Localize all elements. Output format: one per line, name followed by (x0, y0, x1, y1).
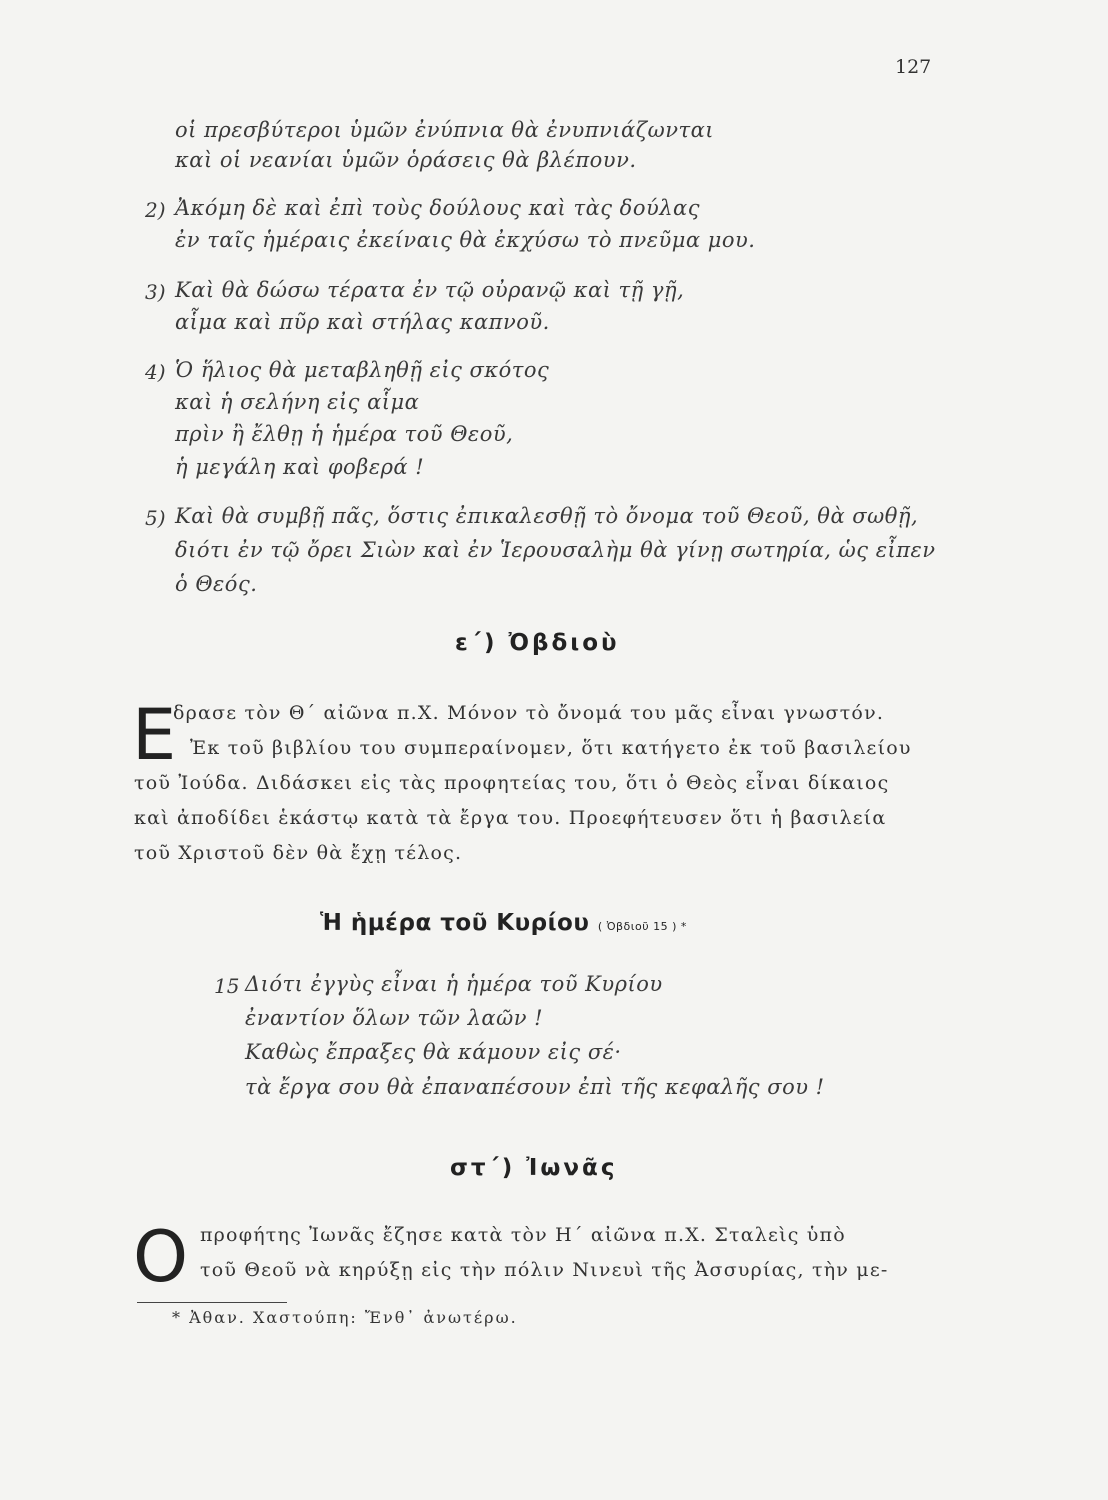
poem-line: οἱ πρεσβύτεροι ὑμῶν ἐνύπνια θὰ ἐνυπνιάζωνται (175, 118, 715, 142)
poem-line: Ὁ ἥλιος θὰ μεταβληθῇ εἰς σκότος (175, 358, 550, 382)
prose-line: προφήτης Ἰωνᾶς ἔζησε κατὰ τὸν Η΄ αἰῶνα π.Χ. Σταλεὶς ὑπὸ (200, 1224, 846, 1246)
prose-line: τοῦ Ἰούδα. Διδάσκει εἰς τὰς προφητείας του, ὅτι ὁ Θεὸς εἶναι δίκαιος (134, 772, 890, 794)
poem-line: ἐν ταῖς ἡμέραις ἐκείναις θὰ ἐκχύσω τὸ πνεῦμα μου. (175, 228, 756, 252)
verse-number: 4) (145, 360, 166, 384)
prose-line: τοῦ Θεοῦ νὰ κηρύξῃ εἰς τὴν πόλιν Νινευὶ τῆς Ἀσσυρίας, τὴν με- (200, 1259, 889, 1281)
prose-line: Ἐκ τοῦ βιβλίου του συμπεραίνομεν, ὅτι κατήγετο ἐκ τοῦ βασιλείου (190, 737, 912, 759)
poem-line: καὶ οἱ νεανίαι ὑμῶν ὁράσεις θὰ βλέπουν. (175, 148, 637, 172)
verse-number: 2) (145, 198, 166, 222)
poem-line: διότι ἐν τῷ ὄρει Σιὼν καὶ ἐν Ἱερουσαλὴμ θὰ γίνῃ σωτηρία, ὡς εἶπεν (175, 538, 936, 562)
poem-line: καὶ ἡ σελήνη εἰς αἷμα (175, 390, 420, 414)
poem-line: αἷμα καὶ πῦρ καὶ στήλας καπνοῦ. (175, 310, 550, 334)
section-heading-jonah: στ΄) Ἰωνᾶς (450, 1155, 618, 1181)
prose-line: δρασε τὸν Θ΄ αἰῶνα π.Χ. Μόνον τὸ ὄνομά του μᾶς εἶναι γνωστόν. (173, 702, 885, 724)
poem-line: Διότι ἐγγὺς εἶναι ἡ ἡμέρα τοῦ Κυρίου (245, 972, 663, 996)
footnote-rule (137, 1302, 287, 1303)
heading-reference: ( Ὀβδιοῦ 15 ) * (597, 920, 687, 933)
verse-number: 3) (145, 280, 166, 304)
poem-line: ὁ Θεός. (175, 572, 258, 596)
footnote: * Ἀθαν. Χαστούπη: Ἔνθ᾿ ἀνωτέρω. (172, 1308, 518, 1327)
poem-line: Καὶ θὰ δώσω τέρατα ἐν τῷ οὐρανῷ καὶ τῇ γῇ, (175, 278, 685, 302)
poem-line: Ἀκόμη δὲ καὶ ἐπὶ τοὺς δούλους καὶ τὰς δούλας (175, 196, 700, 220)
dropcap: E (132, 694, 177, 776)
poem-line: Καὶ θὰ συμβῇ πᾶς, ὅστις ἐπικαλεσθῇ τὸ ὄνομα τοῦ Θεοῦ, θὰ σωθῇ, (175, 504, 919, 528)
prose-line: τοῦ Χριστοῦ δὲν θὰ ἔχῃ τέλος. (134, 842, 463, 864)
verse-number: 5) (145, 506, 166, 530)
heading-text: Ἡ ἡμέρα τοῦ Κυρίου (320, 910, 590, 936)
verse-number: 15 (214, 974, 240, 998)
poem-line: ἡ μεγάλη καὶ φοβερά ! (175, 455, 425, 479)
poem-line: Καθὼς ἔπραξες θὰ κάμουν εἰς σέ· (245, 1040, 622, 1064)
dropcap: O (133, 1216, 189, 1298)
section-heading-day-of-lord (320, 910, 687, 936)
poem-line: τὰ ἔργα σου θὰ ἐπαναπέσουν ἐπὶ τῆς κεφαλῆς σου ! (245, 1075, 825, 1099)
section-heading-obadiah: ε΄) Ὀβδιοὺ (455, 630, 620, 656)
page-number: 127 (895, 56, 932, 78)
prose-line: καὶ ἀποδίδει ἑκάστῳ κατὰ τὰ ἔργα του. Προεφήτευσεν ὅτι ἡ βασιλεία (134, 807, 887, 829)
poem-line: πρὶν ἢ ἔλθῃ ἡ ἡμέρα τοῦ Θεοῦ, (175, 422, 514, 446)
poem-line: ἐναντίον ὅλων τῶν λαῶν ! (245, 1006, 544, 1030)
